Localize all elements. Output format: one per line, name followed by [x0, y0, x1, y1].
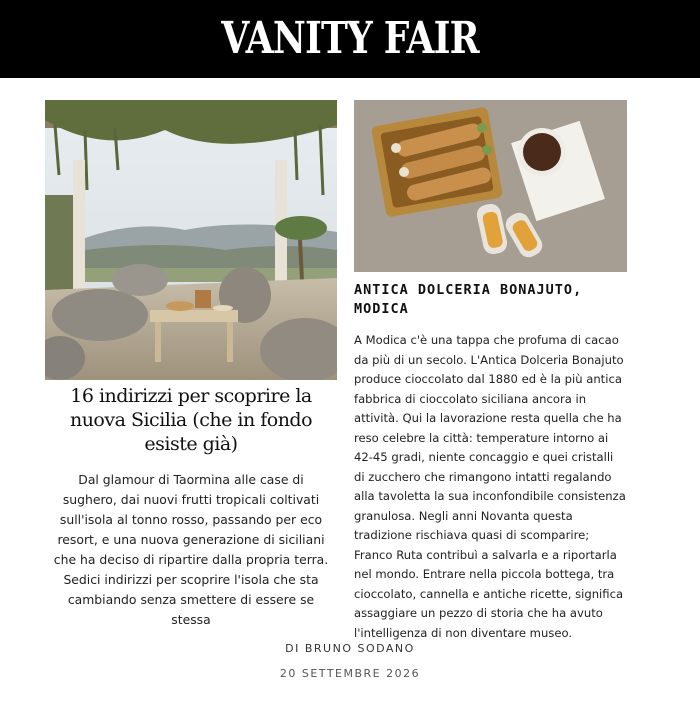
vanity-fair-logo[interactable]: VANITY FAIR — [221, 13, 479, 64]
place-title-line2: MODICA — [354, 301, 409, 317]
article-headline[interactable]: 16 indirizzi per scoprire la nuova Sicilia (che in fondo esiste già) — [69, 385, 313, 455]
right-article — [354, 100, 627, 643]
publish-date: 20 SETTEMBRE 2026 — [279, 667, 421, 680]
left-article — [45, 100, 337, 630]
place-title-line1: ANTICA DOLCERIA BONAJUTO, — [354, 282, 583, 298]
cannoli-photo[interactable] — [354, 100, 627, 272]
place-title[interactable] — [354, 281, 627, 319]
place-description: A Modica c'è una tappa che profuma di cacao da più di un secolo. L'Antica Dolceria Bonajuto produce cioccolato dal 1880 ed è la più antica fabbrica di cioccolato siciliana ancora in attività. Qui la lavorazione resta quella che ha reso celebre la città: temperature intorno ai 42-45 gradi, niente concaggio e quei cristalli di zucchero che rimangono intatti regalando alla tavoletta la sua inconfondibile consistenza granulosa. Negli anni Novanta questa tradizione rischiava quasi di scomparire; Franco Ruta contribuì a salvarla e a riportarla nel mondo. Entrare nella piccola bottega, tra cioccolato, cannella e antiche ricette, significa assaggiare un pezzo di storia che ha avuto l'intelligenza di non diventare museo. — [354, 333, 626, 640]
cannoli-illustration — [354, 100, 627, 272]
article-dek: Dal glamour di Taormina alle case di sughero, dai nuovi frutti tropicali coltivati sull'isola al tonno rosso, passando per eco resort, e una nuova generazione di siciliani che ha deciso di ripartire dalla propria terra. Sedici indirizzi per scoprire l'isola che sta cambiando senza smettere di essere se stessa — [53, 472, 329, 627]
terrace-illustration — [45, 100, 337, 380]
author-byline[interactable]: DI BRUNO SODANO — [285, 642, 415, 655]
masthead — [0, 0, 700, 78]
sicily-terrace-photo[interactable] — [45, 100, 337, 380]
